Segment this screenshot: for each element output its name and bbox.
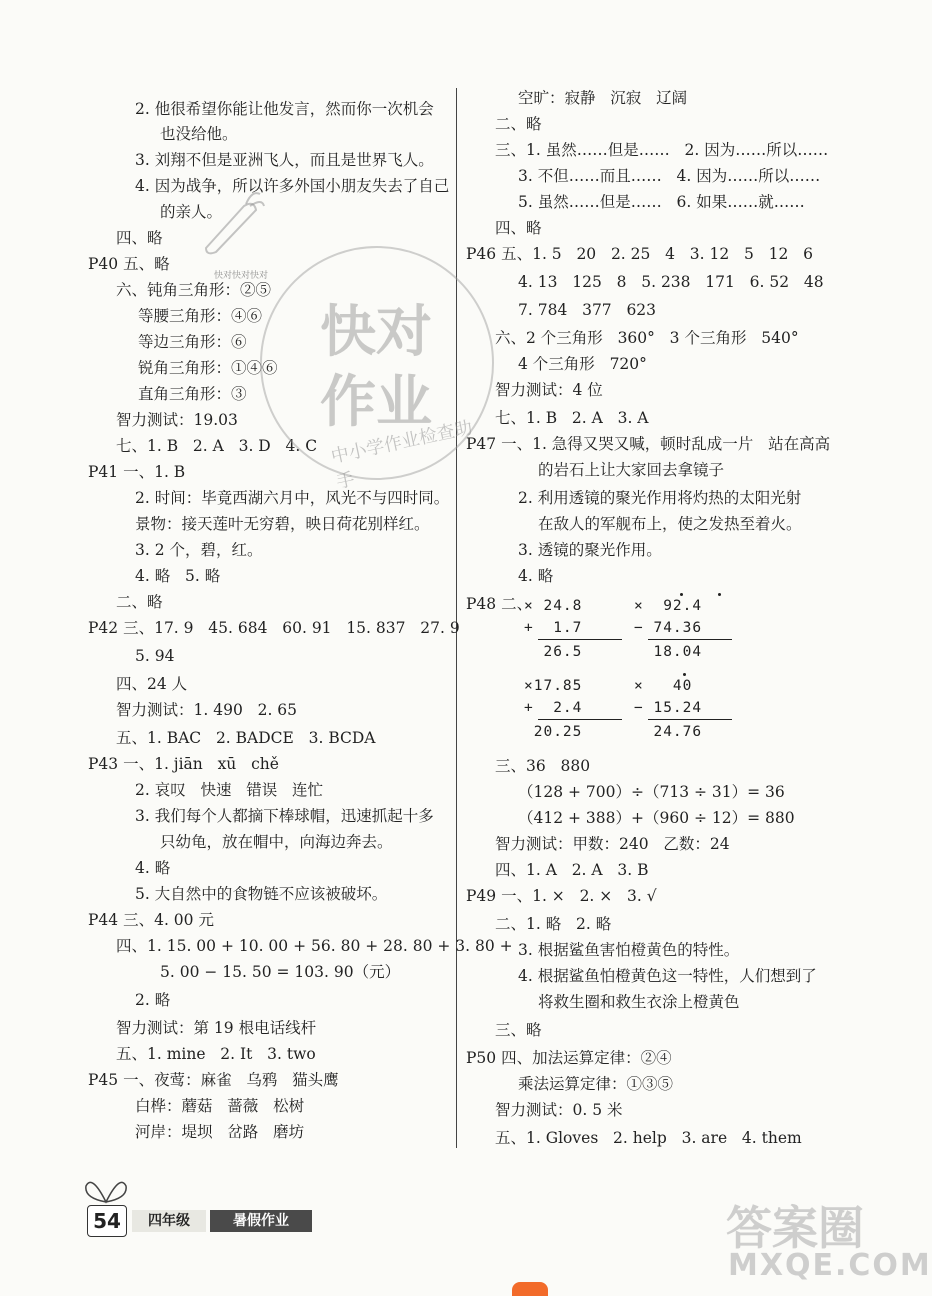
left-answer-line: 2. 略: [135, 991, 171, 1009]
calc-operand-row: ×17.85: [524, 678, 583, 694]
left-answer-line: 3. 2 个，碧，红。: [135, 541, 263, 559]
right-answer-line: 7. 784 377 623: [518, 301, 657, 319]
site-watermark-url: MXQE.COM: [728, 1248, 932, 1283]
left-answer-line: 3. 我们每个人都摘下棒球帽，迅速抓起十多: [135, 807, 434, 825]
right-answer-line: 二、1. 略 2. 略: [495, 915, 612, 933]
right-answer-line: 四、略: [495, 219, 542, 237]
right-answer-line: 智力测试：0. 5 米: [495, 1101, 623, 1119]
left-answer-line: 五、1. BAC 2. BADCE 3. BCDA: [116, 729, 376, 747]
left-answer-line: 六、钝角三角形：②⑤: [116, 281, 272, 299]
left-answer-line: 只幼龟，放在帽中，向海边奔去。: [160, 833, 393, 851]
left-answer-line: 也没给他。: [160, 125, 238, 143]
left-answer-line: 五、1. mine 2. It 3. two: [116, 1045, 316, 1063]
site-watermark-logo: 答案圈: [726, 1201, 864, 1255]
stamp-top-label: 快对快对快对: [214, 271, 269, 281]
left-answer-line: 4. 略: [135, 859, 171, 877]
left-answer-line: 2. 他很希望你能让他发言，然而你一次机会: [135, 100, 434, 118]
right-answer-line: P47 一、1. 急得又哭又喊，顿时乱成一片 站在高高: [466, 435, 831, 453]
left-answer-line: 白桦：蘑菇 蔷薇 松树: [135, 1097, 305, 1115]
right-answer-line: P48 二、: [466, 595, 533, 613]
calc-sum-line: [538, 639, 622, 640]
left-answer-line: 景物：接天莲叶无穷碧，映日荷花别样红。: [135, 515, 430, 533]
left-answer-line: P44 三、4. 00 元: [88, 911, 214, 929]
right-answer-line: 的岩石上让大家回去拿镜子: [538, 461, 725, 479]
repeating-decimal-dot: [680, 593, 683, 596]
left-answer-line: 2. 哀叹 快速 错误 连忙: [135, 781, 324, 799]
left-answer-line: 智力测试：第 19 根电话线杆: [116, 1019, 317, 1037]
left-answer-line: 河岸：堤坝 岔路 磨坊: [135, 1123, 305, 1141]
repeating-decimal-dot: [718, 593, 721, 596]
right-answer-line: 4. 略: [518, 567, 554, 585]
left-answer-line: 等腰三角形：④⑥: [138, 307, 263, 325]
right-answer-line: 三、36 880: [495, 757, 591, 775]
right-answer-line: 4 个三角形 720°: [518, 355, 647, 373]
grade-label: 四年级: [132, 1210, 206, 1232]
right-answer-line: 三、1. 虽然……但是…… 2. 因为……所以……: [495, 141, 829, 159]
stamp-text-1: 快对: [320, 300, 432, 365]
right-answer-line: 三、略: [495, 1021, 542, 1039]
calc-operand-row: × 92.4: [634, 598, 703, 614]
left-answer-line: 等边三角形：⑥: [138, 333, 247, 351]
calc-operand-row: × 24.8: [524, 598, 583, 614]
left-answer-line: P41 一、1. B: [88, 463, 186, 481]
left-answer-line: 智力测试：19.03: [116, 411, 238, 429]
right-answer-line: （412 + 388）+（960 ÷ 12）= 880: [518, 809, 795, 827]
calc-result-row: 26.5: [524, 644, 583, 660]
left-answer-line: 二、略: [116, 593, 163, 611]
calc-result-row: 18.04: [634, 644, 703, 660]
carrot-icon: [196, 186, 266, 256]
right-answer-line: 空旷：寂静 沉寂 辽阔: [518, 89, 688, 107]
right-answer-line: 智力测试：4 位: [495, 381, 603, 399]
right-answer-line: 智力测试：甲数：240 乙数：24: [495, 835, 730, 853]
calc-result-row: 20.25: [524, 724, 583, 740]
left-answer-line: 七、1. B 2. A 3. D 4. C: [116, 437, 318, 455]
page-number: 54: [87, 1205, 127, 1237]
left-answer-line: P40 五、略: [88, 255, 170, 273]
left-answer-line: 2. 时间：毕竟西湖六月中，风光不与四时同。: [135, 489, 450, 507]
right-answer-line: （128 + 700）÷（713 ÷ 31）= 36: [518, 783, 785, 801]
right-answer-line: P49 一、1. × 2. × 3. √: [466, 887, 657, 905]
right-answer-line: 5. 虽然……但是…… 6. 如果……就……: [518, 193, 805, 211]
right-answer-line: 二、略: [495, 115, 542, 133]
calc-operand-row: + 2.4: [524, 700, 583, 716]
calc-operand-row: − 15.24: [634, 700, 703, 716]
right-answer-line: 3. 透镜的聚光作用。: [518, 541, 662, 559]
left-answer-line: P43 一、1. jiān xū chě: [88, 755, 279, 773]
stamp-text-2: 作业: [320, 370, 432, 435]
series-tag: 暑假作业: [210, 1210, 312, 1232]
calc-result-row: 24.76: [634, 724, 703, 740]
calc-sum-line: [538, 719, 622, 720]
orange-edge-tab: [512, 1282, 548, 1296]
right-answer-line: 3. 不但……而且…… 4. 因为……所以……: [518, 167, 821, 185]
left-answer-line: 智力测试：1. 490 2. 65: [116, 701, 298, 719]
left-answer-line: 直角三角形：③: [138, 385, 247, 403]
right-answer-line: P46 五、1. 5 20 2. 25 4 3. 12 5 12 6: [466, 245, 814, 263]
left-answer-line: 四、1. 15. 00 + 10. 00 + 56. 80 + 28. 80 + 3. 80 +: [116, 937, 513, 955]
calc-sum-line: [648, 719, 732, 720]
left-answer-line: 3. 刘翔不但是亚洲飞人，而且是世界飞人。: [135, 151, 434, 169]
right-answer-line: 乘法运算定律：①③⑤: [518, 1075, 674, 1093]
right-answer-line: 2. 利用透镜的聚光作用将灼热的太阳光射: [518, 489, 802, 507]
right-answer-line: 五、1. Gloves 2. help 3. are 4. them: [495, 1129, 802, 1147]
left-answer-line: 5. 大自然中的食物链不应该被破坏。: [135, 885, 388, 903]
left-answer-line: 的亲人。: [160, 203, 223, 221]
right-answer-line: 在敌人的军舰布上，使之发热至着火。: [538, 515, 802, 533]
right-answer-line: 将救生圈和救生衣涂上橙黄色: [538, 993, 740, 1011]
butterfly-icon: [84, 1176, 128, 1204]
right-answer-line: 四、1. A 2. A 3. B: [495, 861, 649, 879]
left-answer-line: 5. 00 − 15. 50 = 103. 90（元）: [160, 963, 401, 981]
left-answer-line: 5. 94: [135, 647, 175, 665]
right-answer-line: 3. 根据鲨鱼害怕橙黄色的特性。: [518, 941, 740, 959]
right-answer-line: 六、2 个三角形 360° 3 个三角形 540°: [495, 329, 799, 347]
right-answer-line: 4. 根据鲨鱼怕橙黄色这一特性，人们想到了: [518, 967, 817, 985]
stamp-ring-text: 中小学作业检查助手: [329, 417, 475, 494]
right-answer-line: P50 四、加法运算定律：②④: [466, 1049, 672, 1067]
calc-sum-line: [648, 639, 732, 640]
left-answer-line: P45 一、夜莺：麻雀 乌鸦 猫头鹰: [88, 1071, 339, 1089]
left-answer-line: 锐角三角形：①④⑥: [138, 359, 278, 377]
left-answer-line: P42 三、17. 9 45. 684 60. 91 15. 837 27. 9: [88, 619, 460, 637]
left-answer-line: 四、略: [116, 229, 163, 247]
right-answer-line: 七、1. B 2. A 3. A: [495, 409, 649, 427]
calc-operand-row: + 1.7: [524, 620, 583, 636]
repeating-decimal-dot: [683, 673, 686, 676]
left-answer-line: 四、24 人: [116, 675, 188, 693]
calc-operand-row: − 74.36: [634, 620, 703, 636]
calc-operand-row: × 40: [634, 678, 693, 694]
left-answer-line: 4. 因为战争，所以许多外国小朋友失去了自己: [135, 177, 450, 195]
left-answer-line: 4. 略 5. 略: [135, 567, 221, 585]
right-answer-line: 4. 13 125 8 5. 238 171 6. 52 48: [518, 273, 824, 291]
